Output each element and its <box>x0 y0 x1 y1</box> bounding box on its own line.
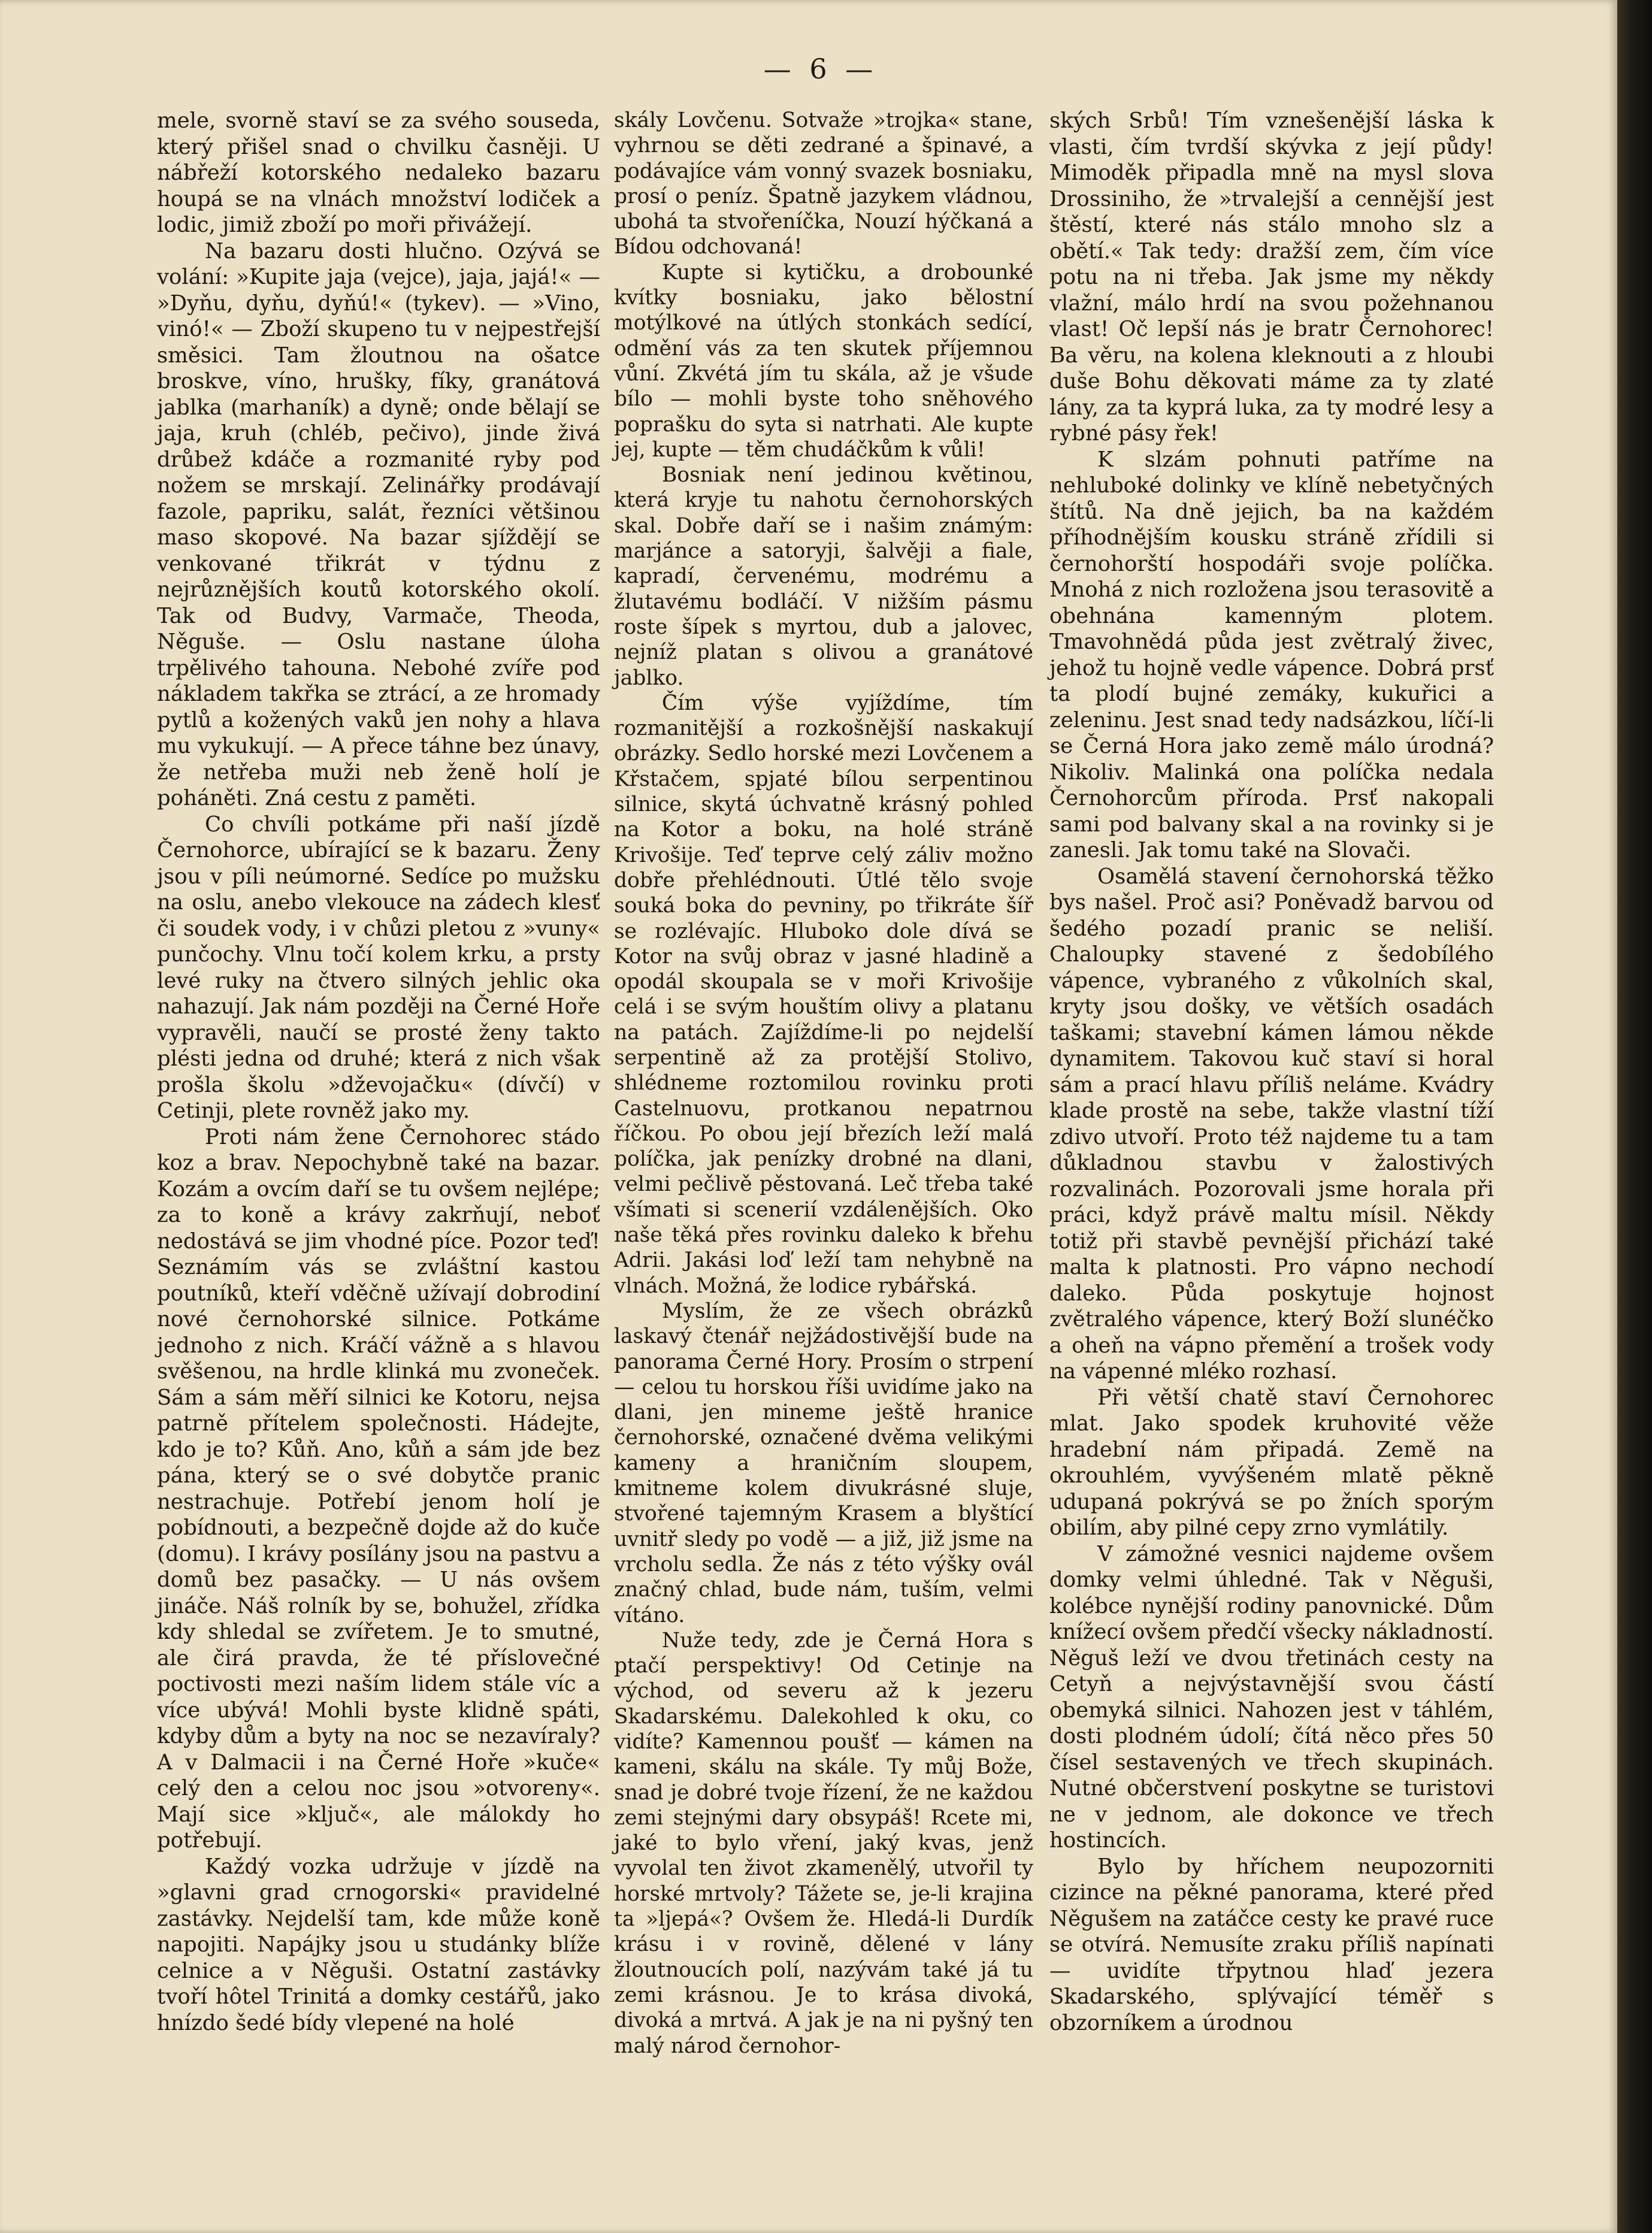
paragraph: Bylo by hříchem neupozorniti cizince na pěkné panorama, které před Něgušem na zatáčce cesty ke pravé ruce se otvírá. Nemusíte zraku příliš napínati — uvidíte třpytnou hlaď jezera Skadarského, splývající téměř s obzorníkem a úrodnou <box>1049 1854 1494 2035</box>
paragraph: Osamělá stavení černohorská těžko bys našel. Proč asi? Poněvadž barvou od šedého pozadí pranic se neliší. Chaloupky stavené z šedobílého vápence, vybraného z vůkolních skal, kryty jsou došky, ve větších osadách taškami; stavební kámen lámou někde dynamitem. Takovou kuč staví si horal sám a prací hlavu příliš neláme. Kvádry klade prostě na sebe, takže vlastní tíží zdivo utvoří. Proto též najdeme tu a tam důkladnou stavbu v žalostivých rozvalinách. Pozorovali jsme horala při práci, když právě maltu mísil. Někdy totiž při stavbě pevnější přichází také malta k platnosti. Pro vápno nechodí daleko. Půda poskytuje hojnost zvětralého vápence, který Boží slunéčko a oheň na vápno přemění a trošek vody na vápenné mléko rozhasí. <box>1049 864 1494 1384</box>
paragraph: Každý vozka udržuje v jízdě na »glavni grad crnogorski« pravidelné zastávky. Nejdelší tam, kde může koně napojiti. Napájky jsou u studánky blíže celnice a v Něguši. Ostatní zastávky tvoří hôtel Trinitá a domky cestářů, jako hnízdo šedé bídy vlepené na holé <box>157 1854 600 2035</box>
paragraph: Myslím, že ze všech obrázků laskavý čtenář nejžádostivější bude na panorama Černé Hory. Prosím o strpení — celou tu horskou říši uvidíme jako na dlani, jen mineme ještě hranice černohorské, označené dvěma velikými kameny a hraničním sloupem, kmitneme kolem divukrásné sluje, stvořené tajemným Krasem a blyštící uvnitř sledy po vodě — a již, již jsme na vrcholu sedla. Že nás z této výšky ovál značný chlad, bude nám, tuším, velmi vítáno. <box>614 1299 1033 1627</box>
text-column-2 <box>614 108 1033 2059</box>
paragraph: V zámožné vesnici najdeme ovšem domky velmi úhledné. Tak v Něguši, kolébce nynější rodiny panovnické. Dům knížecí ovšem předčí všecky nákladností. Něguš leží ve dvou třetinách cesty na Cetyň a nejvýstavnější svou částí obemyká silnici. Nahozen jest v táhlém, dosti plodném údolí; čítá něco přes 50 čísel sestavených ve třech skupinách. Nutné občerstvení poskytne se turistovi ne v jednom, ale dokonce ve třech hostincích. <box>1049 1541 1494 1853</box>
paragraph: Kupte si kytičku, a drobounké kvítky bosniaku, jako bělostní motýlkové na útlých stonkách sedící, odmění vás za ten skutek příjemnou vůní. Zkvétá jím tu skála, až je všude bílo — mohli byste toho sněhového poprašku do syta si natrhati. Ale kupte jej, kupte — těm chudáčkům k vůli! <box>614 260 1033 462</box>
text-column-3 <box>1049 108 1494 2036</box>
paragraph: Bosniak není jedinou květinou, která kryje tu nahotu černohorských skal. Dobře daří se i našim známým: marjánce a satoryji, šalvěji a fiale, kapradí, červenému, modrému a žlutavému bodláčí. V nižším pásmu roste šípek s myrtou, dub a jalovec, nejníž platan s olivou a granátové jablko. <box>614 463 1033 690</box>
text-column-1 <box>157 108 600 2036</box>
paragraph: Nuže tedy, zde je Černá Hora s ptačí perspektivy! Od Cetinje na východ, od severu až k jezeru Skadarskému. Dalekohled k oku, co vidíte? Kamennou poušť — kámen na kameni, skálu na skále. Ty můj Bože, snad je dobré tvoje řízení, že ne každou zemi stejnými dary obsypáš! Rcete mi, jaké to bylo vření, jaký kvas, jenž vyvolal ten život zkamenělý, utvořil ty horské mrtvoly? Tážete se, je-li krajina ta »ljepá«? Ovšem že. Hledá-li Durdík krásu i v rovině, dělené v lány žloutnoucích polí, nazývám také já tu zemi krásnou. Je to krása divoká, divoká a mrtvá. A jak je na ni pyšný ten malý národ černohor- <box>614 1628 1033 2058</box>
page-number: — 6 — <box>763 53 878 85</box>
paragraph: Při větší chatě staví Černohorec mlat. Jako spodek kruhovité věže hradební nám připadá. Země na okrouhlém, vyvýšeném mlatě pěkně udupaná pokrývá se po žních sporým obilím, aby pilné cepy zrno vymlátily. <box>1049 1385 1494 1540</box>
paragraph: ských Srbů! Tím vznešenější láska k vlasti, čím tvrdší skývka z její půdy! Mimoděk připadla mně na mysl slova Drossiniho, že »trvalejší a cennější jest štěstí, které nás stálo mnoho slz a obětí.« Tak tedy: dražší zem, čím více potu na ni třeba. Jak jsme my někdy vlažní, málo hrdí na svou požehnanou vlast! Oč lepší nás je bratr Černohorec! Ba věru, na kolena kleknouti a z hloubi duše Bohu děkovati máme za ty zlaté lány, za ta kyprá luka, za ty modré lesy a rybné pásy řek! <box>1049 108 1494 446</box>
page-edge-shadow <box>1617 0 1652 2233</box>
paragraph: mele, svorně staví se za svého souseda, který přišel snad o chvilku časněji. U nábřeží kotorského nedaleko bazaru houpá se na vlnách množství lodiček a lodic, jimiž zboží po moři přivážejí. <box>157 108 600 237</box>
paragraph: Co chvíli potkáme při naší jízdě Černohorce, ubírající se k bazaru. Ženy jsou v píli neúmorné. Sedíce po mužsku na oslu, anebo vlekouce na zádech klesť či soudek vody, i v chůzi pletou z »vuny« punčochy. Vlnu točí kolem krku, a prsty levé ruky na čtvero silných jehlic oka nahazují. Jak nám později na Černé Hoře vypravěli, naučí se prosté ženy takto plésti jedna od druhé; která z nich však prošla školu »dževojačku« (dívčí) v Cetinji, plete rovněž jako my. <box>157 812 600 1123</box>
paragraph: Na bazaru dosti hlučno. Ozývá se volání: »Kupite jaja (vejce), jaja, jajá!« — »Dyňu, dyňu, dyňú!« (tykev). — »Vino, vinó!« — Zboží skupeno tu v nejpestřejší směsici. Tam žloutnou na ošatce broskve, víno, hrušky, fíky, granátová jablka (marhaník) a dyně; onde bělají se jaja, kruh (chléb, pečivo), jinde živá drůbež kdáče a rozmanité ryby pod nožem se mrskají. Zelinářky prodávají fazole, papriku, salát, řezníci většinou maso skopové. Na bazar sjíždějí se venkované třikrát v týdnu z nejrůznějších koutů kotorského okolí. Tak od Budvy, Varmače, Theoda, Něguše. — Oslu nastane úloha trpělivého tahouna. Nebohé zvíře pod nákladem takřka se ztrácí, a ze hromady pytlů a kožených vaků jen nohy a hlava mu vykukují. — A přece táhne bez únavy, že netřeba muži neb ženě holí je poháněti. Zná cestu z paměti. <box>157 238 600 810</box>
paragraph: K slzám pohnuti patříme na nehluboké dolinky ve klíně nebetyčných štítů. Na dně jejich, ba na každém příhodnějším kousku stráně zřídili si černohorští hospodáři svoje políčka. Mnohá z nich rozložena jsou terasovitě a obehnána kamenným plotem. Tmavohnědá půda jest zvětralý živec, jehož tu hojně vedle vápence. Dobrá prsť ta plodí bujné zemáky, kukuřici a zeleninu. Jest snad tedy nadsázkou, líčí-li se Černá Hora jako země málo úrodná? Nikoliv. Malinká ona políčka nedala Černohorcům příroda. Prsť nakopali sami pod balvany skal a na rovinky si je zanesli. Jak tomu také na Slovači. <box>1049 447 1494 863</box>
paragraph: Čím výše vyjíždíme, tím rozmanitější a rozkošnější naskakují obrázky. Sedlo horské mezi Lovčenem a Křstačem, spjaté bílou serpentinou silnice, skytá úchvatně krásný pohled na Kotor a boku, na holé stráně Krivošije. Teď teprve celý záliv možno dobře přehlédnouti. Útlé tělo svoje souká boka do pevniny, po třikráte šíř se rozlévajíc. Hluboko dole dívá se Kotor na svůj obraz v jasné hladině a opodál skoupala se v moři Krivošije celá i se svým houštím olivy a platanu na patách. Zajíždíme-li po nejdelší serpentině až za protější Stolivo, shlédneme roztomilou rovinku proti Castelnuovu, protkanou nepatrnou říčkou. Po obou její březích leží malá políčka, jak penízky drobné na dlani, velmi pečlivě pěstovaná. Leč třeba také všímati si scenerií vzdálenějších. Oko naše těká přes rovinku daleko k břehu Adrii. Jakási loď leží tam nehybně na vlnách. Možná, že lodice rybářská. <box>614 691 1033 1298</box>
paragraph: skály Lovčenu. Sotvaže »trojka« stane, vyhrnou se děti zedrané a špinavé, a podávajíce vám vonný svazek bosniaku, prosí o peníz. Špatně jazykem vládnou, ubohá ta stvořeníčka, Nouzí hýčkaná a Bídou odchovaná! <box>614 108 1033 259</box>
paragraph: Proti nám žene Černohorec stádo koz a brav. Nepochybně také na bazar. Kozám a ovcím daří se tu ovšem nejlépe; za to koně a krávy zakrňují, neboť nedostává se jim vhodné píce. Pozor teď! Seznámím vás se zvláštní kastou poutníků, kteří vděčně užívají dobrodiní nové černohorské silnice. Potkáme jednoho z nich. Kráčí vážně a s hlavou svěšenou, na hrdle klinká mu zvoneček. Sám a sám měří silnici ke Kotoru, nejsa patrně přítelem společnosti. Hádejte, kdo je to? Kůň. Ano, kůň a sám jde bez pána, který se o své dobytče pranic nestrachuje. Potřebí jenom holí je pobídnouti, a bezpečně dojde až do kuče (domu). I krávy posílány jsou na pastvu a domů bez pasačky. — U nás ovšem jináče. Náš rolník by se, bohužel, zřídka kdy shledal se zvířetem. Je to smutné, ale čirá pravda, že té příslovečné poctivosti mezi naším lidem stále víc a více ubývá! Mohli byste klidně spáti, kdyby dům a byty na noc se nezavíraly? A v Dalmacii i na Černé Hoře »kuče« celý den a celou noc jsou »otvoreny«. Mají sice »ključ«, ale málokdy ho potřebují. <box>157 1124 600 1853</box>
